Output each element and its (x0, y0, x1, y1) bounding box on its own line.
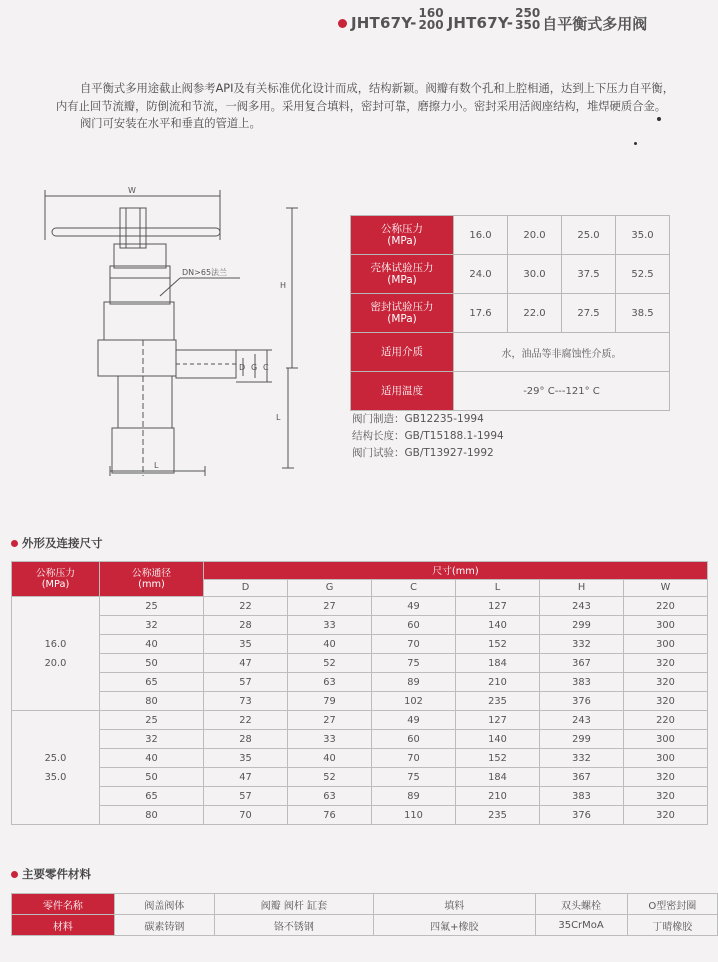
dim-cell: 210 (456, 787, 540, 806)
dn-cell: 50 (100, 768, 204, 787)
spec-temp-value: -29° C---121° C (454, 372, 670, 411)
page-title (338, 6, 647, 40)
dim-cell: 367 (540, 768, 624, 787)
material-name: 35CrMoA (535, 915, 627, 936)
dim-cell: 76 (288, 806, 372, 825)
dim-cell: 33 (288, 730, 372, 749)
dim-cell: 184 (456, 654, 540, 673)
dn-cell: 32 (100, 616, 204, 635)
dim-cell: 27 (288, 597, 372, 616)
col-header-pressure: 公称压力 (MPa) (12, 562, 100, 597)
dimensions-table (11, 561, 708, 825)
dim-cell: 75 (372, 768, 456, 787)
dim-cell: 320 (624, 654, 708, 673)
dn-cell: 80 (100, 692, 204, 711)
spec-row-label: 密封试验压力 (MPa) (351, 294, 454, 333)
dim-cell: 235 (456, 806, 540, 825)
model-prefix: JHT67Y- (351, 14, 417, 32)
spec-cell: 16.0 (454, 216, 508, 255)
spec-cell: 37.5 (562, 255, 616, 294)
dim-cell: 320 (624, 692, 708, 711)
spec-cell: 24.0 (454, 255, 508, 294)
table-row (12, 692, 708, 711)
dn-cell: 40 (100, 635, 204, 654)
col-header-size: 尺寸(mm) (204, 562, 708, 580)
dim-cell: 383 (540, 787, 624, 806)
dim-cell: 89 (372, 787, 456, 806)
valve-technical-drawing (40, 178, 320, 478)
spec-row-seal-test (351, 294, 670, 333)
dim-l-side-label: L (276, 413, 281, 422)
spec-cell: 20.0 (508, 216, 562, 255)
dim-cell: 299 (540, 730, 624, 749)
col-header-dn: 公称通径 (mm) (100, 562, 204, 597)
dn-cell: 40 (100, 749, 204, 768)
print-speck (657, 117, 661, 121)
spec-row-label: 适用温度 (351, 372, 454, 411)
dim-cell: 57 (204, 673, 288, 692)
dim-cell: 210 (456, 673, 540, 692)
dim-h-label: H (280, 281, 287, 290)
table-row (12, 806, 708, 825)
dim-cell: 70 (372, 635, 456, 654)
dim-cell: 299 (540, 616, 624, 635)
dn-cell: 65 (100, 673, 204, 692)
dim-cell: 70 (204, 806, 288, 825)
intro-paragraph-1: 自平衡式多用途截止阀参考API及有关标准优化设计而成，结构新颖。阀瓣有数个孔和上腔相通，达到上下压力自平衡，内有止回节流瓣，防倒流和节流，一阀多用。采用复合填料，密封可靠，磨擦力小。密封采用活阀座结构，堆焊硬质合金。 (56, 82, 675, 113)
col-header-d: D (204, 579, 288, 597)
dim-cell: 320 (624, 787, 708, 806)
spec-cell: 17.6 (454, 294, 508, 333)
dim-cell: 220 (624, 597, 708, 616)
dim-cell: 22 (204, 597, 288, 616)
spec-cell: 30.0 (508, 255, 562, 294)
col-header-l: L (456, 579, 540, 597)
dim-cell: 320 (624, 768, 708, 787)
table-row (12, 768, 708, 787)
dim-cell: 35 (204, 635, 288, 654)
model-prefix-2: JHT67Y- (447, 14, 514, 32)
dim-cell: 140 (456, 730, 540, 749)
standard-test: 阀门试验：GB/T13927-1992 (352, 447, 494, 459)
spec-row-shell-test (351, 255, 670, 294)
materials-row-parts (12, 894, 718, 915)
dim-cell: 300 (624, 749, 708, 768)
spec-row-medium (351, 333, 670, 372)
dim-cell: 40 (288, 635, 372, 654)
spec-row-label: 壳体试验压力 (MPa) (351, 255, 454, 294)
dim-cell: 33 (288, 616, 372, 635)
material-name: 丁晴橡胶 (627, 915, 717, 936)
dn-cell: 80 (100, 806, 204, 825)
dim-cell: 52 (288, 654, 372, 673)
spec-row-nominal-pressure (351, 216, 670, 255)
materials-header-part: 零件名称 (12, 894, 115, 915)
part-name: 阀盖阀体 (114, 894, 214, 915)
dim-w-label: W (128, 186, 136, 195)
dim-cell: 49 (372, 711, 456, 730)
dim-cell: 73 (204, 692, 288, 711)
dim-cell: 152 (456, 749, 540, 768)
dim-cell: 367 (540, 654, 624, 673)
dim-cell: 60 (372, 730, 456, 749)
dim-cell: 320 (624, 673, 708, 692)
model-fraction-2: 250 350 (515, 6, 541, 32)
dim-cell: 102 (372, 692, 456, 711)
dim-cell: 152 (456, 635, 540, 654)
spec-cell: 35.0 (616, 216, 670, 255)
table-row (12, 749, 708, 768)
table-row (12, 673, 708, 692)
section-bullet-icon (11, 871, 18, 878)
dim-l-label: L (154, 461, 159, 470)
materials-table (11, 893, 718, 936)
dim-cell: 332 (540, 635, 624, 654)
dim-cell: 300 (624, 616, 708, 635)
materials-row-material (12, 915, 718, 936)
dim-cell: 57 (204, 787, 288, 806)
dim-cell: 60 (372, 616, 456, 635)
pressure-group-cell: 16.0 20.0 (12, 597, 100, 711)
dim-cell: 79 (288, 692, 372, 711)
spec-cell: 52.5 (616, 255, 670, 294)
materials-header-material: 材料 (12, 915, 115, 936)
dim-cell: 376 (540, 692, 624, 711)
dim-g-label: G (251, 363, 258, 372)
dim-cell: 40 (288, 749, 372, 768)
print-speck (634, 142, 637, 145)
dn-cell: 25 (100, 711, 204, 730)
dim-cell: 27 (288, 711, 372, 730)
part-name: O型密封圈 (627, 894, 717, 915)
dim-cell: 127 (456, 711, 540, 730)
dim-cell: 376 (540, 806, 624, 825)
table-row (12, 597, 708, 616)
dim-cell: 63 (288, 673, 372, 692)
intro-paragraph-2: 阀门可安装在水平和垂直的管道上。 (80, 117, 261, 130)
material-name: 铬不锈钢 (214, 915, 373, 936)
dim-cell: 300 (624, 730, 708, 749)
dim-cell: 47 (204, 768, 288, 787)
dim-cell: 89 (372, 673, 456, 692)
dim-cell: 28 (204, 616, 288, 635)
standard-manufacture: 阀门制造：GB12235-1994 (352, 413, 484, 425)
dim-cell: 300 (624, 635, 708, 654)
table-row (12, 711, 708, 730)
dim-cell: 220 (624, 711, 708, 730)
dim-cell: 235 (456, 692, 540, 711)
dim-cell: 332 (540, 749, 624, 768)
spec-cell: 25.0 (562, 216, 616, 255)
dim-d-label: D (239, 363, 246, 372)
dim-cell: 52 (288, 768, 372, 787)
table-row (12, 730, 708, 749)
dim-cell: 28 (204, 730, 288, 749)
dim-cell: 47 (204, 654, 288, 673)
spec-cell: 22.0 (508, 294, 562, 333)
table-row (12, 654, 708, 673)
dim-cell: 63 (288, 787, 372, 806)
table-row (12, 616, 708, 635)
model-fraction-1: 160 200 (418, 6, 444, 32)
material-name: 碳素铸钢 (114, 915, 214, 936)
dim-cell: 320 (624, 806, 708, 825)
dim-cell: 70 (372, 749, 456, 768)
spec-cell: 38.5 (616, 294, 670, 333)
material-name: 四氟+橡胶 (374, 915, 536, 936)
spec-table (350, 215, 670, 411)
flange-note: DN>65法兰 (182, 268, 228, 277)
dim-cell: 383 (540, 673, 624, 692)
part-name: 双头螺栓 (535, 894, 627, 915)
col-header-c: C (372, 579, 456, 597)
standard-length: 结构长度：GB/T15188.1-1994 (352, 430, 504, 442)
col-header-h: H (540, 579, 624, 597)
table-row (12, 635, 708, 654)
dim-cell: 127 (456, 597, 540, 616)
spec-cell: 27.5 (562, 294, 616, 333)
dim-c-label: C (263, 363, 269, 372)
dim-cell: 243 (540, 711, 624, 730)
dim-cell: 75 (372, 654, 456, 673)
dim-cell: 140 (456, 616, 540, 635)
dim-cell: 35 (204, 749, 288, 768)
pressure-group-cell: 25.0 35.0 (12, 711, 100, 825)
spec-row-temperature (351, 372, 670, 411)
section-bullet-icon (11, 540, 18, 547)
table-row (12, 787, 708, 806)
spec-row-label: 适用介质 (351, 333, 454, 372)
product-name: 自平衡式多用阀 (542, 14, 648, 33)
materials-section-title: 主要零件材料 (11, 866, 91, 882)
dim-cell: 22 (204, 711, 288, 730)
dn-cell: 32 (100, 730, 204, 749)
dim-cell: 49 (372, 597, 456, 616)
intro-text (56, 80, 676, 133)
dn-cell: 25 (100, 597, 204, 616)
dim-cell: 184 (456, 768, 540, 787)
title-bullet-icon (338, 19, 347, 28)
spec-row-label: 公称压力 (MPa) (351, 216, 454, 255)
col-header-g: G (288, 579, 372, 597)
standards-list (352, 411, 504, 462)
spec-medium-value: 水，油品等非腐蚀性介质。 (454, 333, 670, 372)
part-name: 阀瓣 阀杆 缸套 (214, 894, 373, 915)
dims-section-title: 外形及连接尺寸 (11, 535, 103, 551)
dn-cell: 65 (100, 787, 204, 806)
dim-cell: 243 (540, 597, 624, 616)
dim-cell: 110 (372, 806, 456, 825)
dn-cell: 50 (100, 654, 204, 673)
col-header-w: W (624, 579, 708, 597)
part-name: 填料 (374, 894, 536, 915)
